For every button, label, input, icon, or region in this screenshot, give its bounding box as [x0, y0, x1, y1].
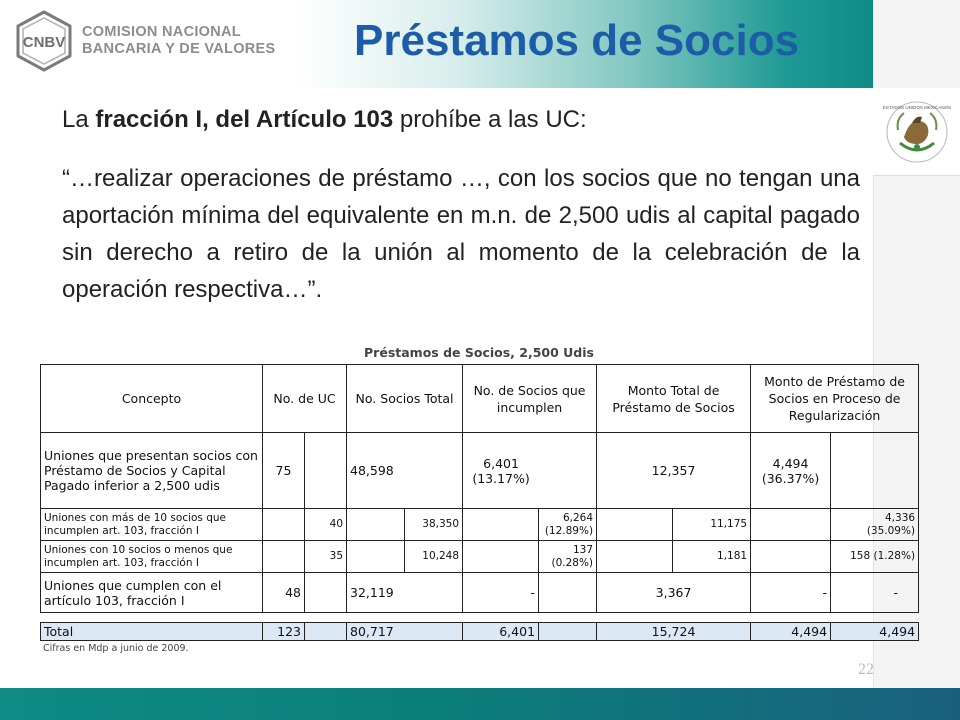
table-row — [41, 433, 919, 509]
cell-monto-total: 11,175 — [673, 509, 751, 541]
cell-monto-regularizacion: 4,494 (36.37%) — [751, 433, 831, 509]
cell-no-uc: 48 — [263, 573, 305, 613]
table-footnote: Cifras en Mdp a junio de 2009. — [43, 643, 189, 654]
footer-bar — [0, 688, 960, 720]
header-monto-regularizacion: Monto de Préstamo de Socios en Proceso de Regularización — [751, 365, 919, 433]
cell-monto-total: 3,367 — [597, 573, 751, 613]
logo-acronym: CNBV — [22, 34, 66, 51]
cell-concepto: Uniones que presentan socios con Préstamo de Socios y Capital Pagado inferior a 2,500 udis — [41, 433, 263, 509]
cell-concepto: Uniones con 10 socios o menos que incumplen art. 103, fracción I — [41, 541, 263, 573]
loans-table — [40, 364, 919, 641]
logo-text — [82, 24, 275, 58]
mexico-seal — [873, 88, 960, 176]
header-banner — [0, 0, 873, 88]
page-title: Préstamos de Socios — [354, 16, 800, 65]
cell-monto-regularizacion: 158 (1.28%) — [831, 541, 919, 573]
cell-no-uc: 40 — [305, 509, 347, 541]
cell-incumplen: 6,264 (12.89%) — [539, 509, 597, 541]
cell-incumplen: 137 (0.28%) — [539, 541, 597, 573]
table-row — [41, 573, 919, 613]
header-concepto: Concepto — [41, 365, 263, 433]
intro-suffix: prohíbe a las UC: — [393, 106, 587, 133]
header-no-uc: No. de UC — [263, 365, 347, 433]
seal-label: ESTADOS UNIDOS MEXICANOS — [882, 104, 951, 110]
cell-incumplen: 6,401 (13.17%) — [463, 433, 597, 509]
cell-no-socios: 48,598 — [347, 433, 463, 509]
cell-no-uc: 75 — [263, 433, 305, 509]
logo-line-2: BANCARIA Y DE VALORES — [82, 41, 276, 57]
quote-paragraph: “…realizar operaciones de préstamo …, con los socios que no tengan una aportación mínima del equivalente en m.n. de 2,500 udis al capital pagado sin derecho a retiro de la unión al momento de la celebración de la operación respectiva…”. — [62, 165, 860, 303]
intro-bold: fracción I, del Artículo 103 — [95, 106, 394, 133]
cnbv-logo-mark — [14, 10, 74, 72]
cell-monto-total: 12,357 — [597, 433, 751, 509]
cell-total-no-uc: 123 — [263, 623, 305, 641]
cell-incumplen: - — [463, 573, 539, 613]
header-no-socios: No. Socios Total — [347, 365, 463, 433]
cell-total-no-socios: 80,717 — [347, 623, 463, 641]
table-total-row — [41, 623, 919, 641]
cnbv-logo — [14, 10, 275, 72]
table-row — [41, 541, 919, 573]
header-incumplen: No. de Socios que incumplen — [463, 365, 597, 433]
cell-total-monto-regularizacion-a: 4,494 — [751, 623, 831, 641]
eagle-seal-icon — [882, 97, 952, 167]
intro-text — [62, 106, 587, 134]
header-monto-total: Monto Total de Préstamo de Socios — [597, 365, 751, 433]
cell-no-socios: 10,248 — [405, 541, 463, 573]
cell-monto-regularizacion: 4,336 (35.09%) — [831, 509, 919, 541]
table-title: Préstamos de Socios, 2,500 Udis — [364, 345, 594, 360]
cell-monto-regularizacion-a: - — [751, 573, 831, 613]
table-header-row — [41, 365, 919, 433]
cell-no-socios: 32,119 — [347, 573, 463, 613]
table-gap-row — [41, 613, 919, 623]
cell-total-label: Total — [41, 623, 263, 641]
table-row — [41, 509, 919, 541]
cell-no-uc: 35 — [305, 541, 347, 573]
cell-monto-regularizacion-b: - — [831, 573, 919, 613]
logo-line-1: COMISION NACIONAL — [82, 24, 241, 40]
cell-total-monto-regularizacion-b: 4,494 — [831, 623, 919, 641]
intro-prefix: La — [62, 106, 96, 133]
cell-monto-total: 1,181 — [673, 541, 751, 573]
cell-concepto: Uniones con más de 10 socios que incumplen art. 103, fracción I — [41, 509, 263, 541]
cell-no-socios: 38,350 — [405, 509, 463, 541]
cell-total-monto-total: 15,724 — [597, 623, 751, 641]
page-number: 22 — [858, 661, 874, 678]
cell-total-incumplen: 6,401 — [463, 623, 539, 641]
cell-concepto: Uniones que cumplen con el artículo 103, fracción I — [41, 573, 263, 613]
